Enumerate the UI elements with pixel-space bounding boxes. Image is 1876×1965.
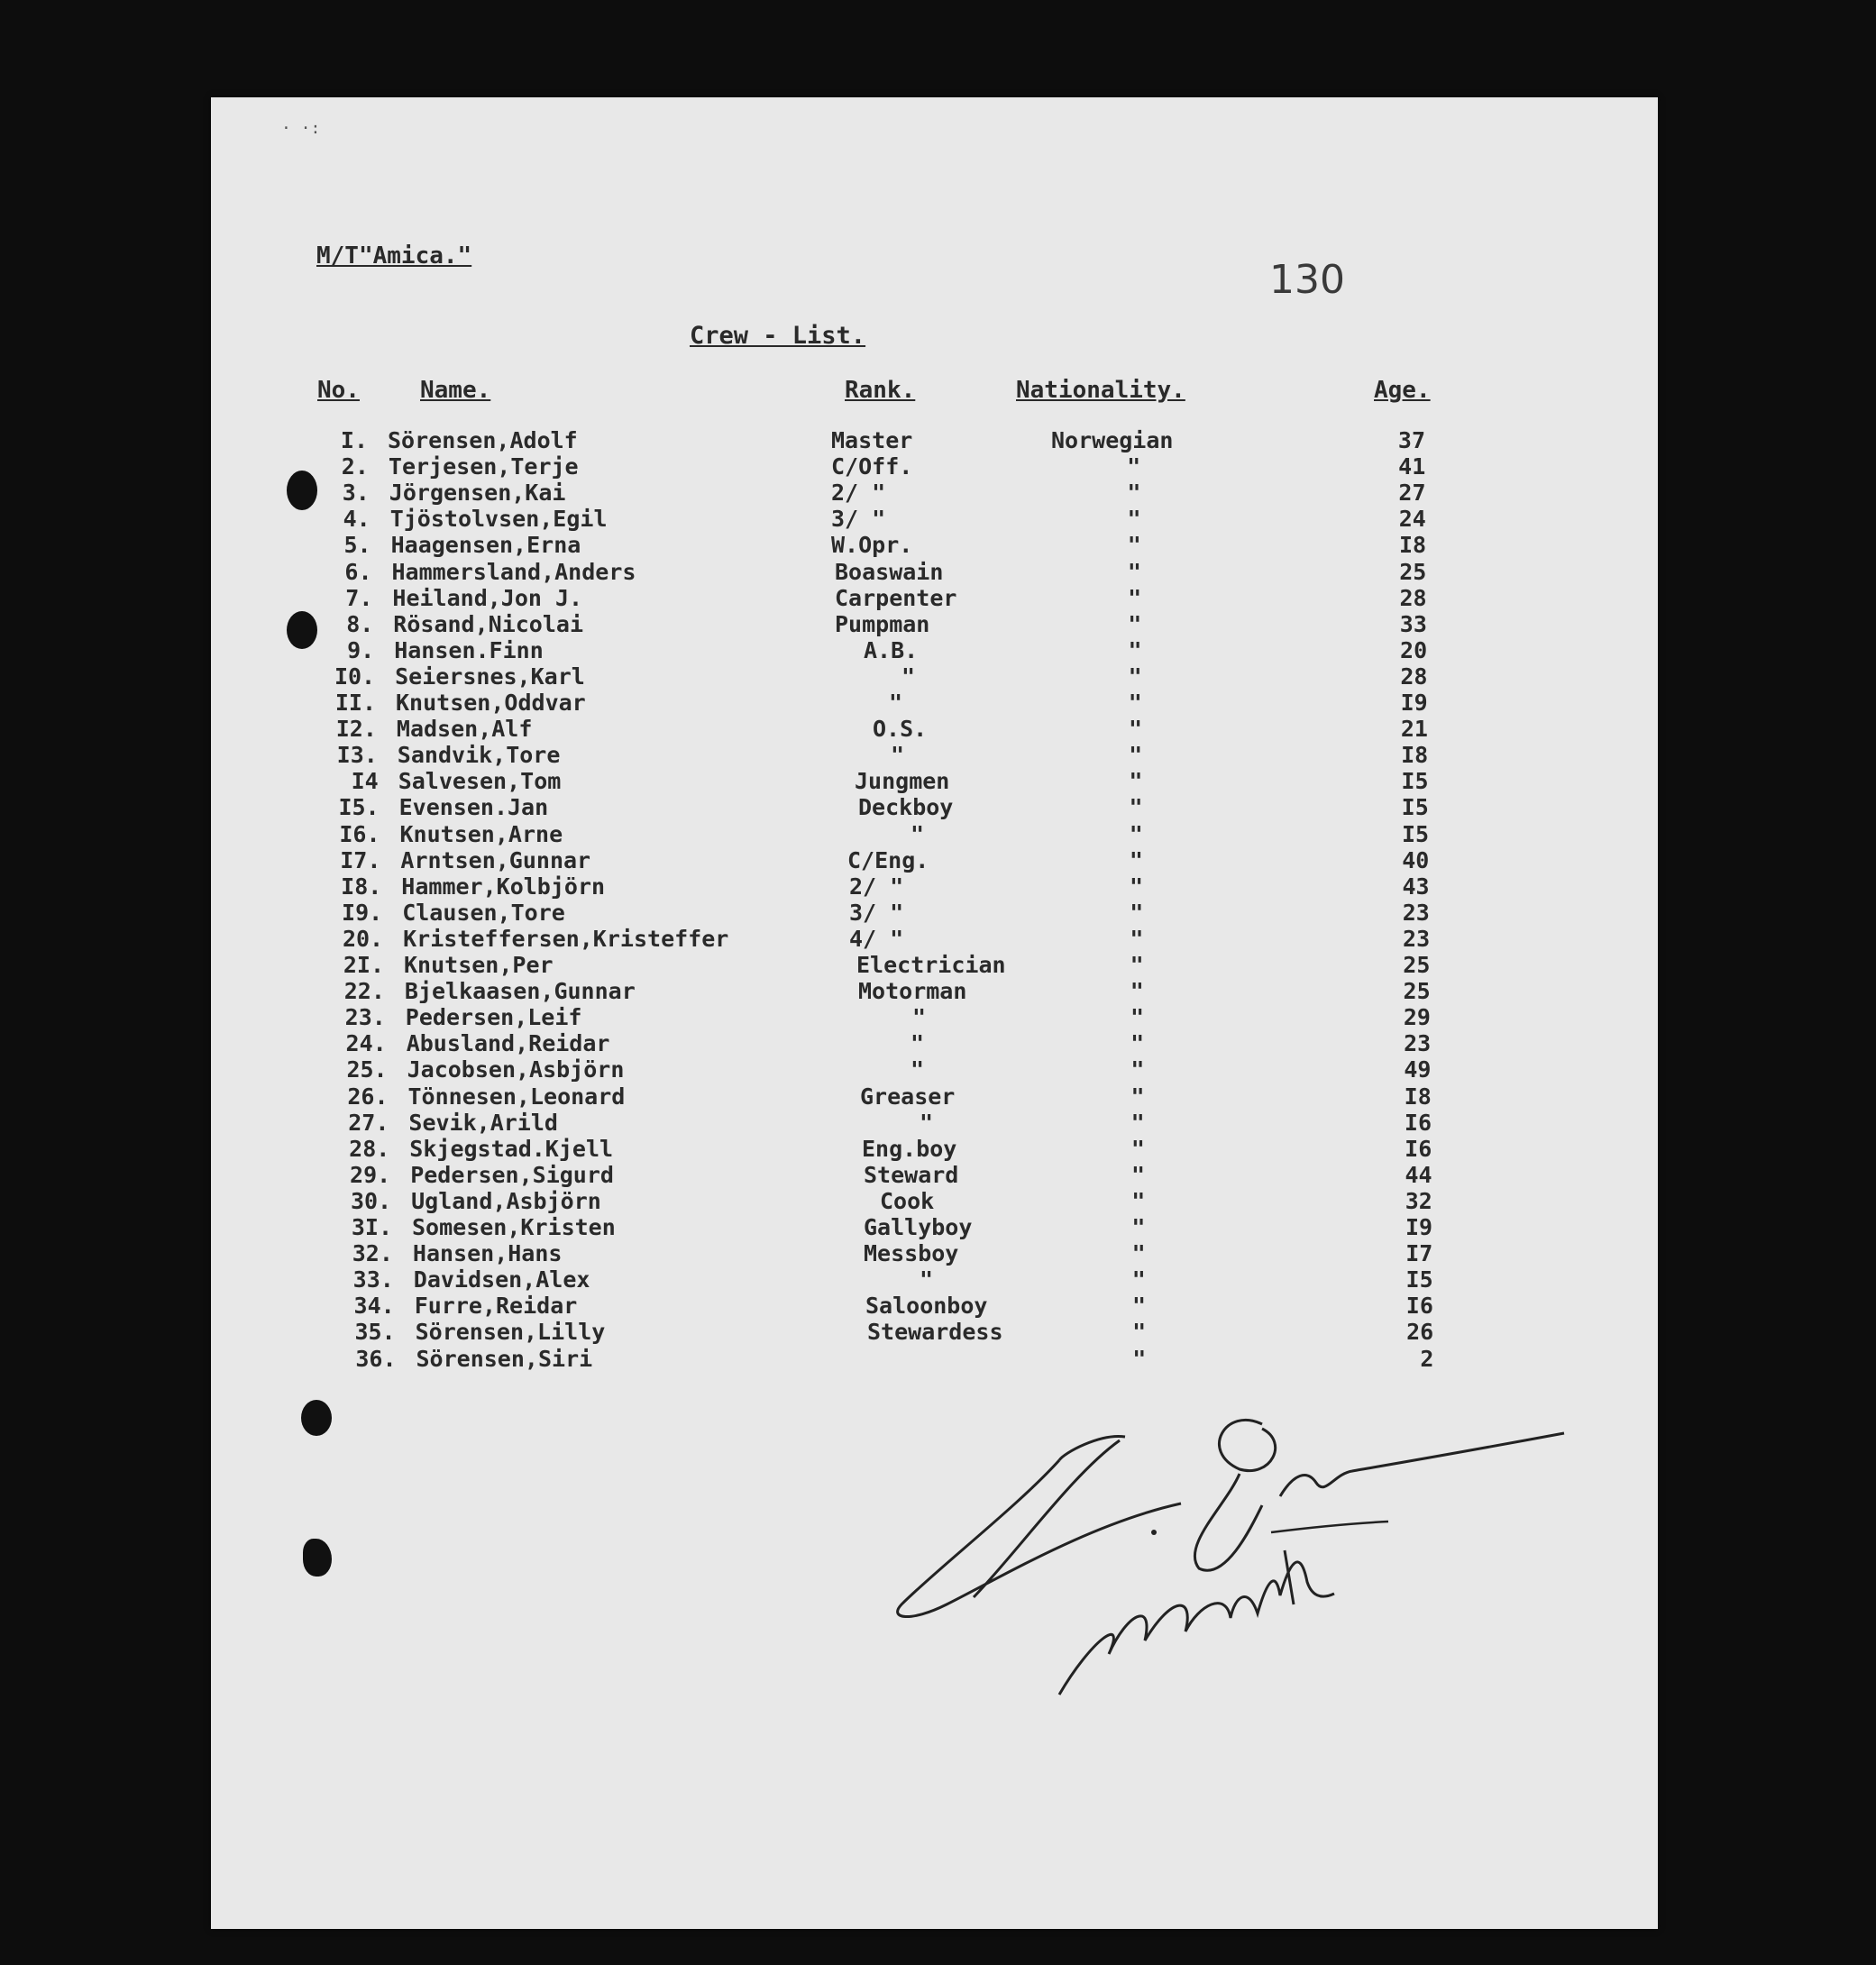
table-row [0,873,1876,900]
table-row [0,611,1876,637]
table-row [0,1110,1876,1136]
crew-name: Tönnesen,Leonard [407,1083,626,1110]
table-row [0,794,1876,820]
table-row [0,559,1876,585]
crew-rank: Steward [864,1161,959,1188]
table-row [0,1056,1876,1083]
crew-nationality: " [1130,925,1144,952]
crew-rank: Pumpman [835,610,930,637]
crew-name: Bjelkaasen,Gunnar [404,978,636,1005]
crew-name: Haagensen,Erna [390,532,581,559]
crew-number: 4. [343,506,371,533]
crew-number: 24. [345,1030,387,1057]
crew-age: 40 [1402,846,1430,873]
crew-number: 26. [347,1083,389,1110]
document-title: Crew - List. [690,322,866,350]
crew-age: I8 [1401,742,1429,769]
crew-nationality: " [1131,1214,1146,1240]
crew-name: Jörgensen,Kai [389,480,566,507]
crew-age: 23 [1404,1030,1432,1057]
crew-age: 25 [1403,978,1431,1005]
table-row [0,453,1876,480]
crew-rank: C/Off. [831,453,913,480]
crew-age: I5 [1405,1266,1433,1293]
table-row [0,847,1876,873]
crew-age: I7 [1405,1240,1433,1267]
crew-number: 35. [354,1319,396,1346]
crew-rank: " [901,663,916,690]
crew-name: Hansen,Hans [412,1240,563,1267]
crew-number: 7. [345,584,373,611]
table-row [0,637,1876,663]
crew-rank: C/Eng. [847,846,929,873]
table-row [0,1004,1876,1030]
crew-nationality: " [1128,636,1142,663]
crew-rank: 4/ " [849,925,904,952]
crew-nationality: " [1127,506,1141,533]
crew-rank: Master [831,427,913,453]
crew-age: 23 [1403,925,1431,952]
crew-name: Madsen,Alf [396,716,533,743]
crew-number: 30. [350,1187,392,1214]
crew-age: 20 [1400,636,1428,663]
crew-rank: Boaswain [835,558,944,585]
crew-number: 34. [353,1293,395,1320]
table-row [0,690,1876,716]
column-header-name: Name. [420,377,491,404]
crew-number: I5. [338,794,380,821]
crew-number: 32. [352,1240,393,1267]
crew-number: I6. [339,820,380,847]
crew-nationality: " [1128,663,1142,690]
crew-nationality: " [1130,1056,1145,1083]
crew-nationality: " [1130,899,1144,926]
table-row [0,1266,1876,1293]
crew-age: I8 [1404,1083,1432,1110]
crew-number: 33. [352,1266,394,1293]
crew-rank: Greaser [860,1083,956,1110]
crew-rank: " [920,1266,934,1293]
crew-age: 44 [1405,1161,1432,1188]
table-row [0,480,1876,506]
crew-nationality: " [1131,1293,1146,1320]
crew-nationality: " [1130,978,1144,1005]
crew-nationality: " [1131,1187,1146,1214]
crew-nationality: " [1127,480,1141,507]
crew-name: Tjöstolvsen,Egil [389,506,608,533]
crew-name: Jacobsen,Asbjörn [407,1056,625,1083]
crew-number: 8. [346,610,374,637]
crew-number: 27. [348,1109,389,1136]
crew-rank: Motorman [858,978,967,1005]
table-row [0,506,1876,532]
crew-nationality: " [1129,768,1143,795]
crew-number: I7. [340,846,381,873]
crew-number: 3I. [351,1214,392,1240]
crew-name: Sevik,Arild [408,1109,558,1136]
page-number: 130 [1269,257,1345,303]
crew-name: Terjesen,Terje [388,453,579,480]
crew-age: I5 [1401,768,1429,795]
crew-rank: " [911,820,925,847]
crew-rank: Eng.boy [862,1135,957,1162]
crew-nationality: " [1131,1240,1146,1267]
crew-nationality: " [1130,873,1144,900]
column-header-no: No. [317,377,360,404]
table-row [0,1083,1876,1110]
table-row [0,716,1876,742]
table-row [0,1188,1876,1214]
crew-name: Skjegstad.Kjell [409,1135,614,1162]
crew-age: 21 [1400,716,1428,743]
crew-name: Rösand,Nicolai [393,610,584,637]
master-signature [883,1388,1587,1713]
ship-title: M/T"Amica." [316,242,472,270]
table-row [0,585,1876,611]
crew-number: 25. [346,1056,388,1083]
crew-name: Sandvik,Tore [397,742,561,769]
crew-age: I9 [1405,1214,1433,1240]
column-header-age: Age. [1374,377,1431,404]
crew-nationality: " [1129,794,1143,821]
crew-age: I5 [1401,794,1429,821]
punch-hole [287,611,317,649]
crew-name: Sörensen,Lilly [415,1319,606,1346]
crew-rank: 2/ " [849,873,904,900]
crew-number: II. [334,690,376,716]
table-row [0,1162,1876,1188]
crew-rank: " [912,1004,927,1031]
crew-number: 23. [344,1004,386,1031]
punch-hole [303,1539,332,1577]
crew-name: Sörensen,Adolf [388,427,578,453]
crew-rank: W.Opr. [831,532,913,559]
crew-age: I5 [1401,820,1430,847]
crew-nationality: " [1132,1319,1147,1346]
crew-number: I4 [351,768,379,795]
crew-name: Hansen.Finn [394,636,544,663]
table-row [0,532,1876,558]
crew-nationality: " [1130,1004,1145,1031]
crew-rank: 3/ " [831,506,886,533]
crew-age: 49 [1404,1056,1432,1083]
table-row [0,978,1876,1004]
crew-name: Ugland,Asbjörn [411,1187,601,1214]
crew-number: I8. [341,873,382,900]
crew-age: 28 [1400,663,1428,690]
crew-age: 27 [1398,480,1426,507]
crew-nationality: " [1130,1030,1145,1057]
crew-number: 36. [355,1345,397,1372]
table-row [0,1030,1876,1056]
table-row [0,768,1876,794]
crew-rank: Electrician [856,952,1006,978]
crew-nationality: " [1129,742,1143,769]
paper-specks: · ·: [281,119,321,138]
crew-rank: " [920,1109,934,1136]
crew-age: 29 [1403,1004,1431,1031]
crew-nationality: " [1127,558,1141,585]
crew-name: Abusland,Reidar [406,1030,610,1057]
column-header-rank: Rank. [845,377,916,404]
punch-hole [301,1400,332,1436]
crew-number: 9. [347,636,375,663]
crew-name: Furre,Reidar [414,1293,578,1320]
crew-age: 2 [1420,1345,1434,1372]
crew-age: 26 [1406,1319,1434,1346]
crew-age: 25 [1399,558,1427,585]
crew-number: I2. [335,716,377,743]
crew-rank: 2/ " [831,480,886,507]
table-row [0,663,1876,690]
crew-nationality: " [1130,1109,1145,1136]
crew-name: Knutsen,Oddvar [396,690,586,716]
crew-age: 37 [1397,427,1425,453]
punch-hole [287,471,317,510]
crew-number: 22. [343,978,385,1005]
crew-nationality: " [1131,1161,1146,1188]
crew-number: 2I. [343,952,384,978]
crew-age: I6 [1405,1135,1432,1162]
crew-rank: Saloonboy [865,1293,988,1320]
crew-age: I8 [1398,532,1427,559]
crew-name: Hammer,Kolbjörn [401,873,606,900]
crew-age: I6 [1405,1293,1433,1320]
crew-rank: Messboy [864,1240,959,1267]
crew-name: Clausen,Tore [402,899,565,926]
crew-rank: " [891,742,905,769]
table-row [0,1240,1876,1266]
crew-rank: Gallyboy [864,1214,973,1240]
crew-name: Knutsen,Per [404,952,554,978]
crew-nationality: " [1127,532,1141,559]
crew-nationality: " [1131,1266,1146,1293]
table-row [0,926,1876,952]
crew-number: 5. [343,532,371,559]
crew-nationality: " [1128,716,1143,743]
crew-nationality: " [1129,846,1143,873]
table-row [0,742,1876,768]
crew-age: 23 [1402,899,1430,926]
crew-rank: Stewardess [867,1319,1003,1346]
crew-number: I3. [336,742,378,769]
crew-rank: Cook [880,1187,935,1214]
crew-nationality: " [1130,1135,1145,1162]
crew-age: I9 [1400,690,1428,716]
crew-name: Somesen,Kristen [412,1214,616,1240]
table-row [0,427,1876,453]
crew-name: Hammersland,Anders [391,558,636,585]
crew-age: 32 [1405,1187,1432,1214]
crew-number: 3. [342,480,370,507]
crew-number: 28. [349,1135,390,1162]
crew-rank: " [889,690,903,716]
crew-name: Heiland,Jon J. [392,584,583,611]
crew-nationality: " [1128,584,1142,611]
crew-name: Pedersen,Sigurd [410,1161,614,1188]
crew-nationality: Norwegian [1051,427,1174,453]
crew-number: 29. [350,1161,391,1188]
crew-name: Kristeffersen,Kristeffer [403,925,729,952]
column-header-nationality: Nationality. [1016,377,1185,404]
crew-nationality: " [1130,1083,1145,1110]
crew-number: I9. [342,899,383,926]
crew-name: Arntsen,Gunnar [400,846,591,873]
crew-number: 2. [341,453,369,480]
table-row [0,1136,1876,1162]
crew-number: I0. [334,663,376,690]
table-row [0,1319,1876,1345]
crew-name: Salvesen,Tom [398,768,562,795]
crew-nationality: " [1132,1345,1147,1372]
crew-rank: A.B. [864,636,919,663]
table-row [0,952,1876,978]
crew-age: 33 [1399,610,1427,637]
crew-rank: 3/ " [849,899,904,926]
crew-name: Evensen.Jan [398,794,549,821]
crew-age: 41 [1398,453,1426,480]
crew-age: 43 [1402,873,1430,900]
crew-rank: Carpenter [835,584,957,611]
crew-rank: " [911,1030,925,1057]
crew-age: I6 [1404,1109,1432,1136]
crew-number: 20. [342,925,384,952]
crew-name: Sörensen,Siri [416,1345,593,1372]
table-row [0,821,1876,847]
crew-nationality: " [1129,820,1143,847]
crew-nationality: " [1128,690,1142,716]
crew-rank: Jungmen [855,768,950,795]
table-row [0,900,1876,926]
crew-name: Seiersnes,Karl [395,663,585,690]
crew-nationality: " [1127,453,1141,480]
table-row [0,1293,1876,1319]
crew-age: 24 [1398,506,1426,533]
crew-rank: O.S. [873,716,928,743]
crew-age: 28 [1399,584,1427,611]
crew-name: Davidsen,Alex [413,1266,590,1293]
crew-nationality: " [1130,952,1144,978]
crew-name: Pedersen,Leif [405,1004,582,1031]
crew-nationality: " [1128,610,1142,637]
crew-number: I. [340,427,368,453]
crew-rank: Deckboy [858,794,954,821]
crew-age: 25 [1403,952,1431,978]
table-row [0,1214,1876,1240]
crew-rank: " [911,1056,925,1083]
crew-name: Knutsen,Arne [399,820,563,847]
crew-number: 6. [344,558,372,585]
table-row [0,1346,1876,1372]
